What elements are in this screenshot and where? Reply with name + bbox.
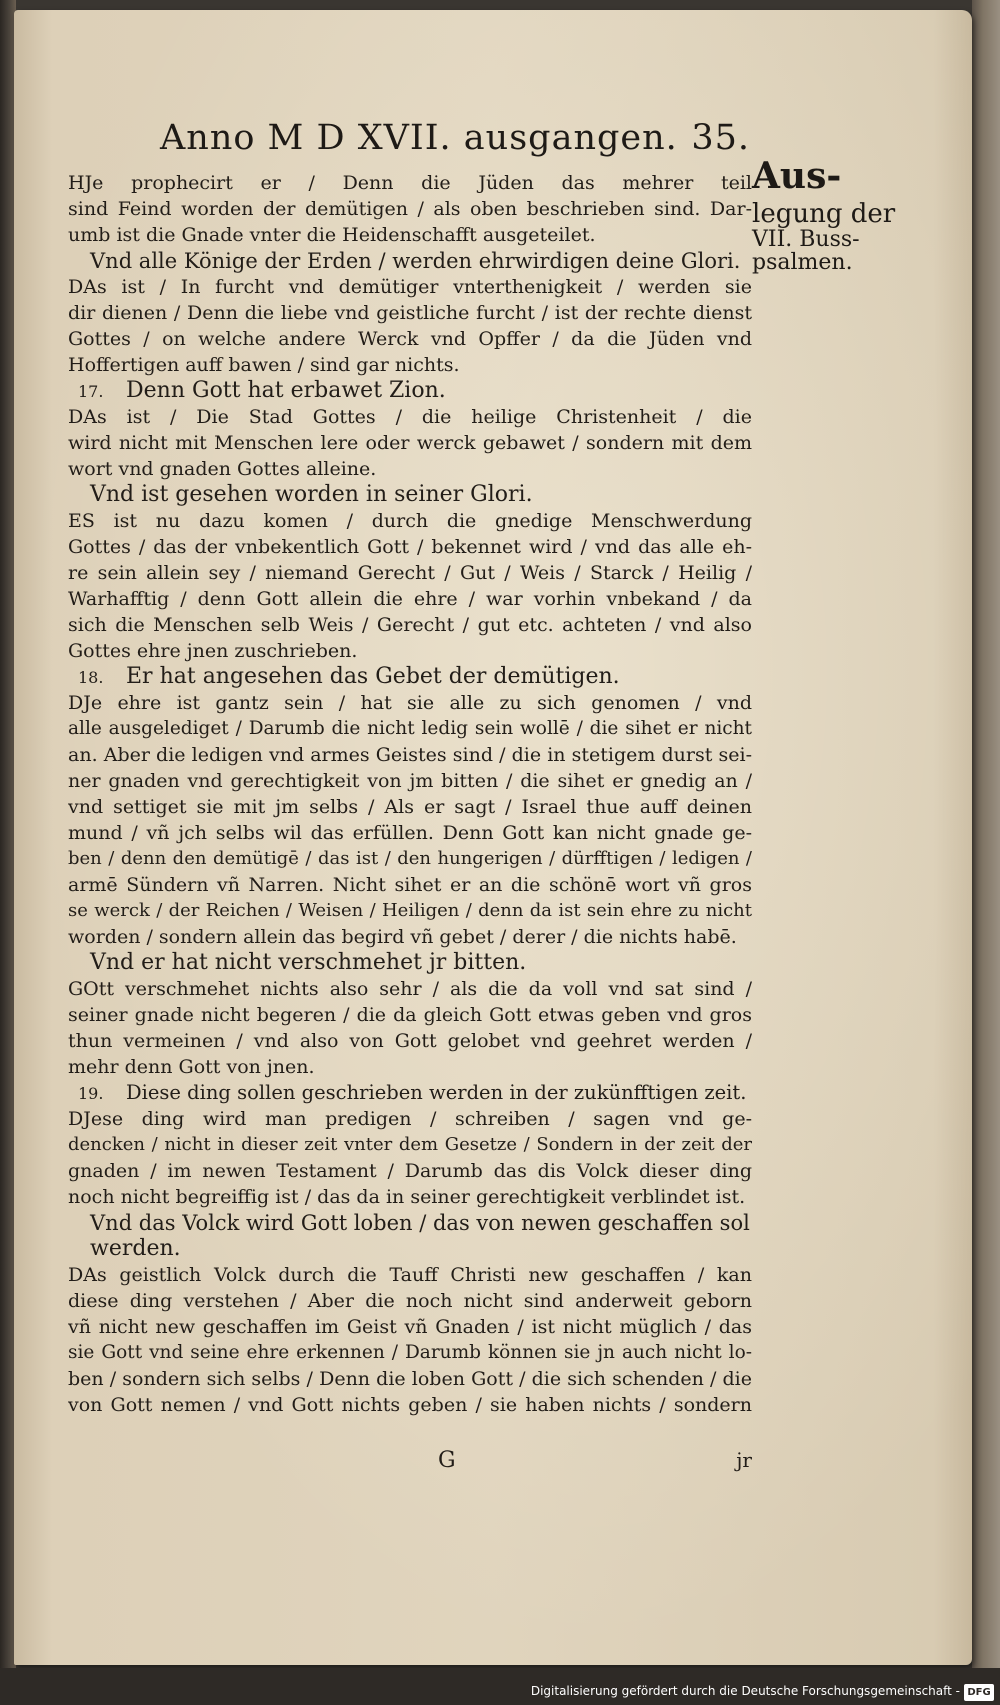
catchword: jr (736, 1448, 752, 1472)
digitization-credit-text: Digitalisierung gefördert durch die Deutsche Forschungsgemeinschaft - (530, 1684, 960, 1698)
line-text: an. Aber die ledigen vnd armes Geistes sind / die in stetigem durst sei- (68, 744, 752, 766)
verse-line (68, 482, 752, 508)
line-text: dir dienen / Denn die liebe vnd geistliche furcht / ist der rechte dienst (68, 302, 752, 324)
text-line (68, 508, 752, 534)
margin-note (752, 155, 902, 275)
text-line (68, 742, 752, 768)
verse-line (68, 1210, 752, 1236)
text-line (68, 352, 752, 378)
line-text: sie Gott vnd seine ehre erkennen / Darumb können sie jn auch nicht lo- (68, 1342, 752, 1363)
line-text: Vnd er hat nicht verschmehet jr bitten. (90, 950, 527, 975)
line-text: sind Feind worden der demütigen / als oben beschrieben sind. Dar- (68, 198, 752, 220)
line-text: se werck / der Reichen / Weisen / Heiligen / denn da ist sein ehre zu nicht (68, 900, 752, 921)
text-line (68, 300, 752, 326)
line-text: ES ist nu dazu komen / durch die gnedige Menschwerdung (68, 510, 752, 532)
margin-note-line: psalmen. (752, 249, 853, 275)
text-line (68, 768, 752, 794)
page-number: 35. (691, 118, 750, 158)
line-text: wird nicht mit Menschen lere oder werck gebawet / sondern mit dem (68, 432, 752, 454)
text-line (68, 638, 752, 664)
line-text: Vnd das Volck wird Gott loben / das von newen geschaffen sol (90, 1211, 750, 1235)
body-text (68, 170, 752, 1473)
line-text: Vnd ist gesehen worden in seiner Glori. (90, 482, 533, 507)
line-text: vnd settiget sie mit jm selbs / Als er sagt / Israel thue auff deinen (68, 796, 752, 818)
running-header (160, 118, 750, 168)
line-text: ben / denn den demütigē / das ist / den hungerigen / dürfftigen / ledigen / (68, 848, 752, 869)
text-line (68, 534, 752, 560)
line-text: worden / sondern allein das begird vñ gebet / derer / die nichts habē. (68, 926, 737, 948)
verse-line (68, 1236, 752, 1262)
line-text: noch nicht begreiffig ist / das da in seiner gerechtigkeit verblindet ist. (68, 1186, 746, 1208)
text-line (68, 1158, 752, 1184)
line-text: von Gott nemen / vnd Gott nichts geben / sie haben nichts / sondern (68, 1394, 752, 1416)
line-text: diese ding verstehen / Aber die noch nicht sind anderweit geborn (68, 1290, 752, 1312)
line-text: DAs geistlich Volck durch die Tauff Christi new geschaffen / kan (68, 1264, 752, 1286)
text-line (68, 716, 752, 742)
text-line (68, 1262, 752, 1288)
line-text: ben / sondern sich selbs / Denn die loben Gott / die sich schenden / die (68, 1368, 752, 1390)
text-line (68, 560, 752, 586)
text-line (68, 690, 752, 716)
line-text: Hoffertigen auff bawen / sind gar nichts. (68, 354, 460, 376)
line-text: DAs ist / Die Stad Gottes / die heilige Christenheit / die (68, 406, 752, 428)
text-line (68, 196, 752, 222)
text-line (68, 898, 752, 924)
text-line (68, 222, 752, 248)
line-text: vñ nicht new geschaffen im Geist vñ Gnaden / ist nicht müglich / das (68, 1316, 752, 1338)
text-line (68, 1288, 752, 1314)
line-text: gnaden / im newen Testament / Darumb das dis Volck dieser ding (68, 1160, 752, 1182)
line-text: DJese ding wird man predigen / schreiben / sagen vnd ge- (68, 1108, 752, 1130)
line-text: DJe ehre ist gantz sein / hat sie alle zu sich genomen / vnd (68, 692, 752, 714)
verse-line (68, 248, 752, 274)
line-text: Denn Gott hat erbawet Zion. (126, 378, 446, 403)
text-line (68, 1106, 752, 1132)
text-line (68, 820, 752, 846)
line-text: sich die Menschen selb Weis / Gerecht / gut etc. achteten / vnd also (68, 614, 752, 636)
line-text: HJe prophecirt er / Denn die Jüden das mehrer teil (68, 172, 752, 194)
text-line (68, 1184, 752, 1210)
line-text: Warhafftig / denn Gott allein die ehre / war vorhin vnbekand / da (68, 588, 752, 610)
line-text: GOtt verschmehet nichts also sehr / als die da voll vnd sat sind / (68, 978, 752, 1000)
signature-mark: G (438, 1448, 456, 1473)
line-text: Gottes ehre jnen zuschrieben. (68, 640, 358, 662)
line-text: Vnd alle Könige der Erden / werden ehrwirdigen deine Glori. (90, 249, 741, 273)
page-footer (68, 1448, 752, 1474)
text-line (68, 430, 752, 456)
line-text: DAs ist / In furcht vnd demütiger vnterthenigkeit / werden sie (68, 276, 752, 298)
margin-note-line: Aus- (752, 155, 842, 197)
verse-line (68, 1080, 752, 1106)
line-text: Gottes / das der vnbekentlich Gott / bekennet wird / vnd das alle eh- (68, 536, 752, 558)
line-text: thun vermeinen / vnd also von Gott gelobet vnd geehret werden / (68, 1030, 752, 1052)
line-text: Gottes / on welche andere Werck vnd Opffer / da die Jüden vnd (68, 328, 752, 350)
text-line (68, 1002, 752, 1028)
verse-number: 17. (78, 382, 104, 401)
text-line (68, 170, 752, 196)
margin-note-line: VII. Buss- (752, 227, 860, 253)
text-line (68, 1366, 752, 1392)
digitization-credit-bar (0, 1681, 1000, 1705)
text-line (68, 1340, 752, 1366)
text-line (68, 586, 752, 612)
text-line (68, 612, 752, 638)
text-line (68, 1314, 752, 1340)
text-line (68, 1392, 752, 1418)
line-text: mehr denn Gott von jnen. (68, 1056, 315, 1078)
line-text: re sein allein sey / niemand Gerecht / Gut / Weis / Starck / Heilig / (68, 562, 752, 584)
line-text: mund / vñ jch selbs wil das erfüllen. Denn Gott kan nicht gnade ge- (68, 822, 752, 844)
running-title: Anno M D XVII. ausgangen. (160, 118, 678, 158)
verse-line (68, 378, 752, 404)
text-line (68, 326, 752, 352)
text-line (68, 1028, 752, 1054)
text-line (68, 274, 752, 300)
line-text: seiner gnade nicht begeren / die da gleich Gott etwas geben vnd gros (68, 1004, 752, 1026)
text-line (68, 872, 752, 898)
text-line (68, 456, 752, 482)
line-text: Diese ding sollen geschrieben werden in der zukünfftigen zeit. (126, 1081, 747, 1104)
line-text: wort vnd gnaden Gottes alleine. (68, 458, 377, 480)
verse-line (68, 664, 752, 690)
line-text: dencken / nicht in dieser zeit vnter dem Gesetze / Sondern in der zeit der (68, 1134, 752, 1155)
text-line (68, 976, 752, 1002)
line-text: ner gnaden vnd gerechtigkeit von jm bitten / die sihet er gnedig an / (68, 770, 752, 792)
verse-line (68, 950, 752, 976)
line-text: armē Sündern vñ Narren. Nicht sihet er an die schönē wort vñ gros (68, 874, 752, 896)
line-text: umb ist die Gnade vnter die Heidenschafft ausgeteilet. (68, 224, 596, 246)
verse-number: 18. (78, 668, 104, 687)
line-text: werden. (90, 1236, 181, 1261)
text-line (68, 794, 752, 820)
line-text: alle ausgelediget / Darumb die nicht ledig sein wollē / die sihet er nicht (68, 718, 752, 739)
line-text: Er hat angesehen das Gebet der demütigen. (126, 664, 620, 689)
book-edge-right (972, 0, 1000, 1668)
text-line (68, 924, 752, 950)
margin-note-line: legung der (752, 198, 896, 229)
text-line (68, 846, 752, 872)
dfg-logo-icon: DFG (964, 1684, 994, 1701)
verse-number: 19. (78, 1084, 104, 1103)
text-line (68, 404, 752, 430)
text-line (68, 1132, 752, 1158)
text-line (68, 1054, 752, 1080)
